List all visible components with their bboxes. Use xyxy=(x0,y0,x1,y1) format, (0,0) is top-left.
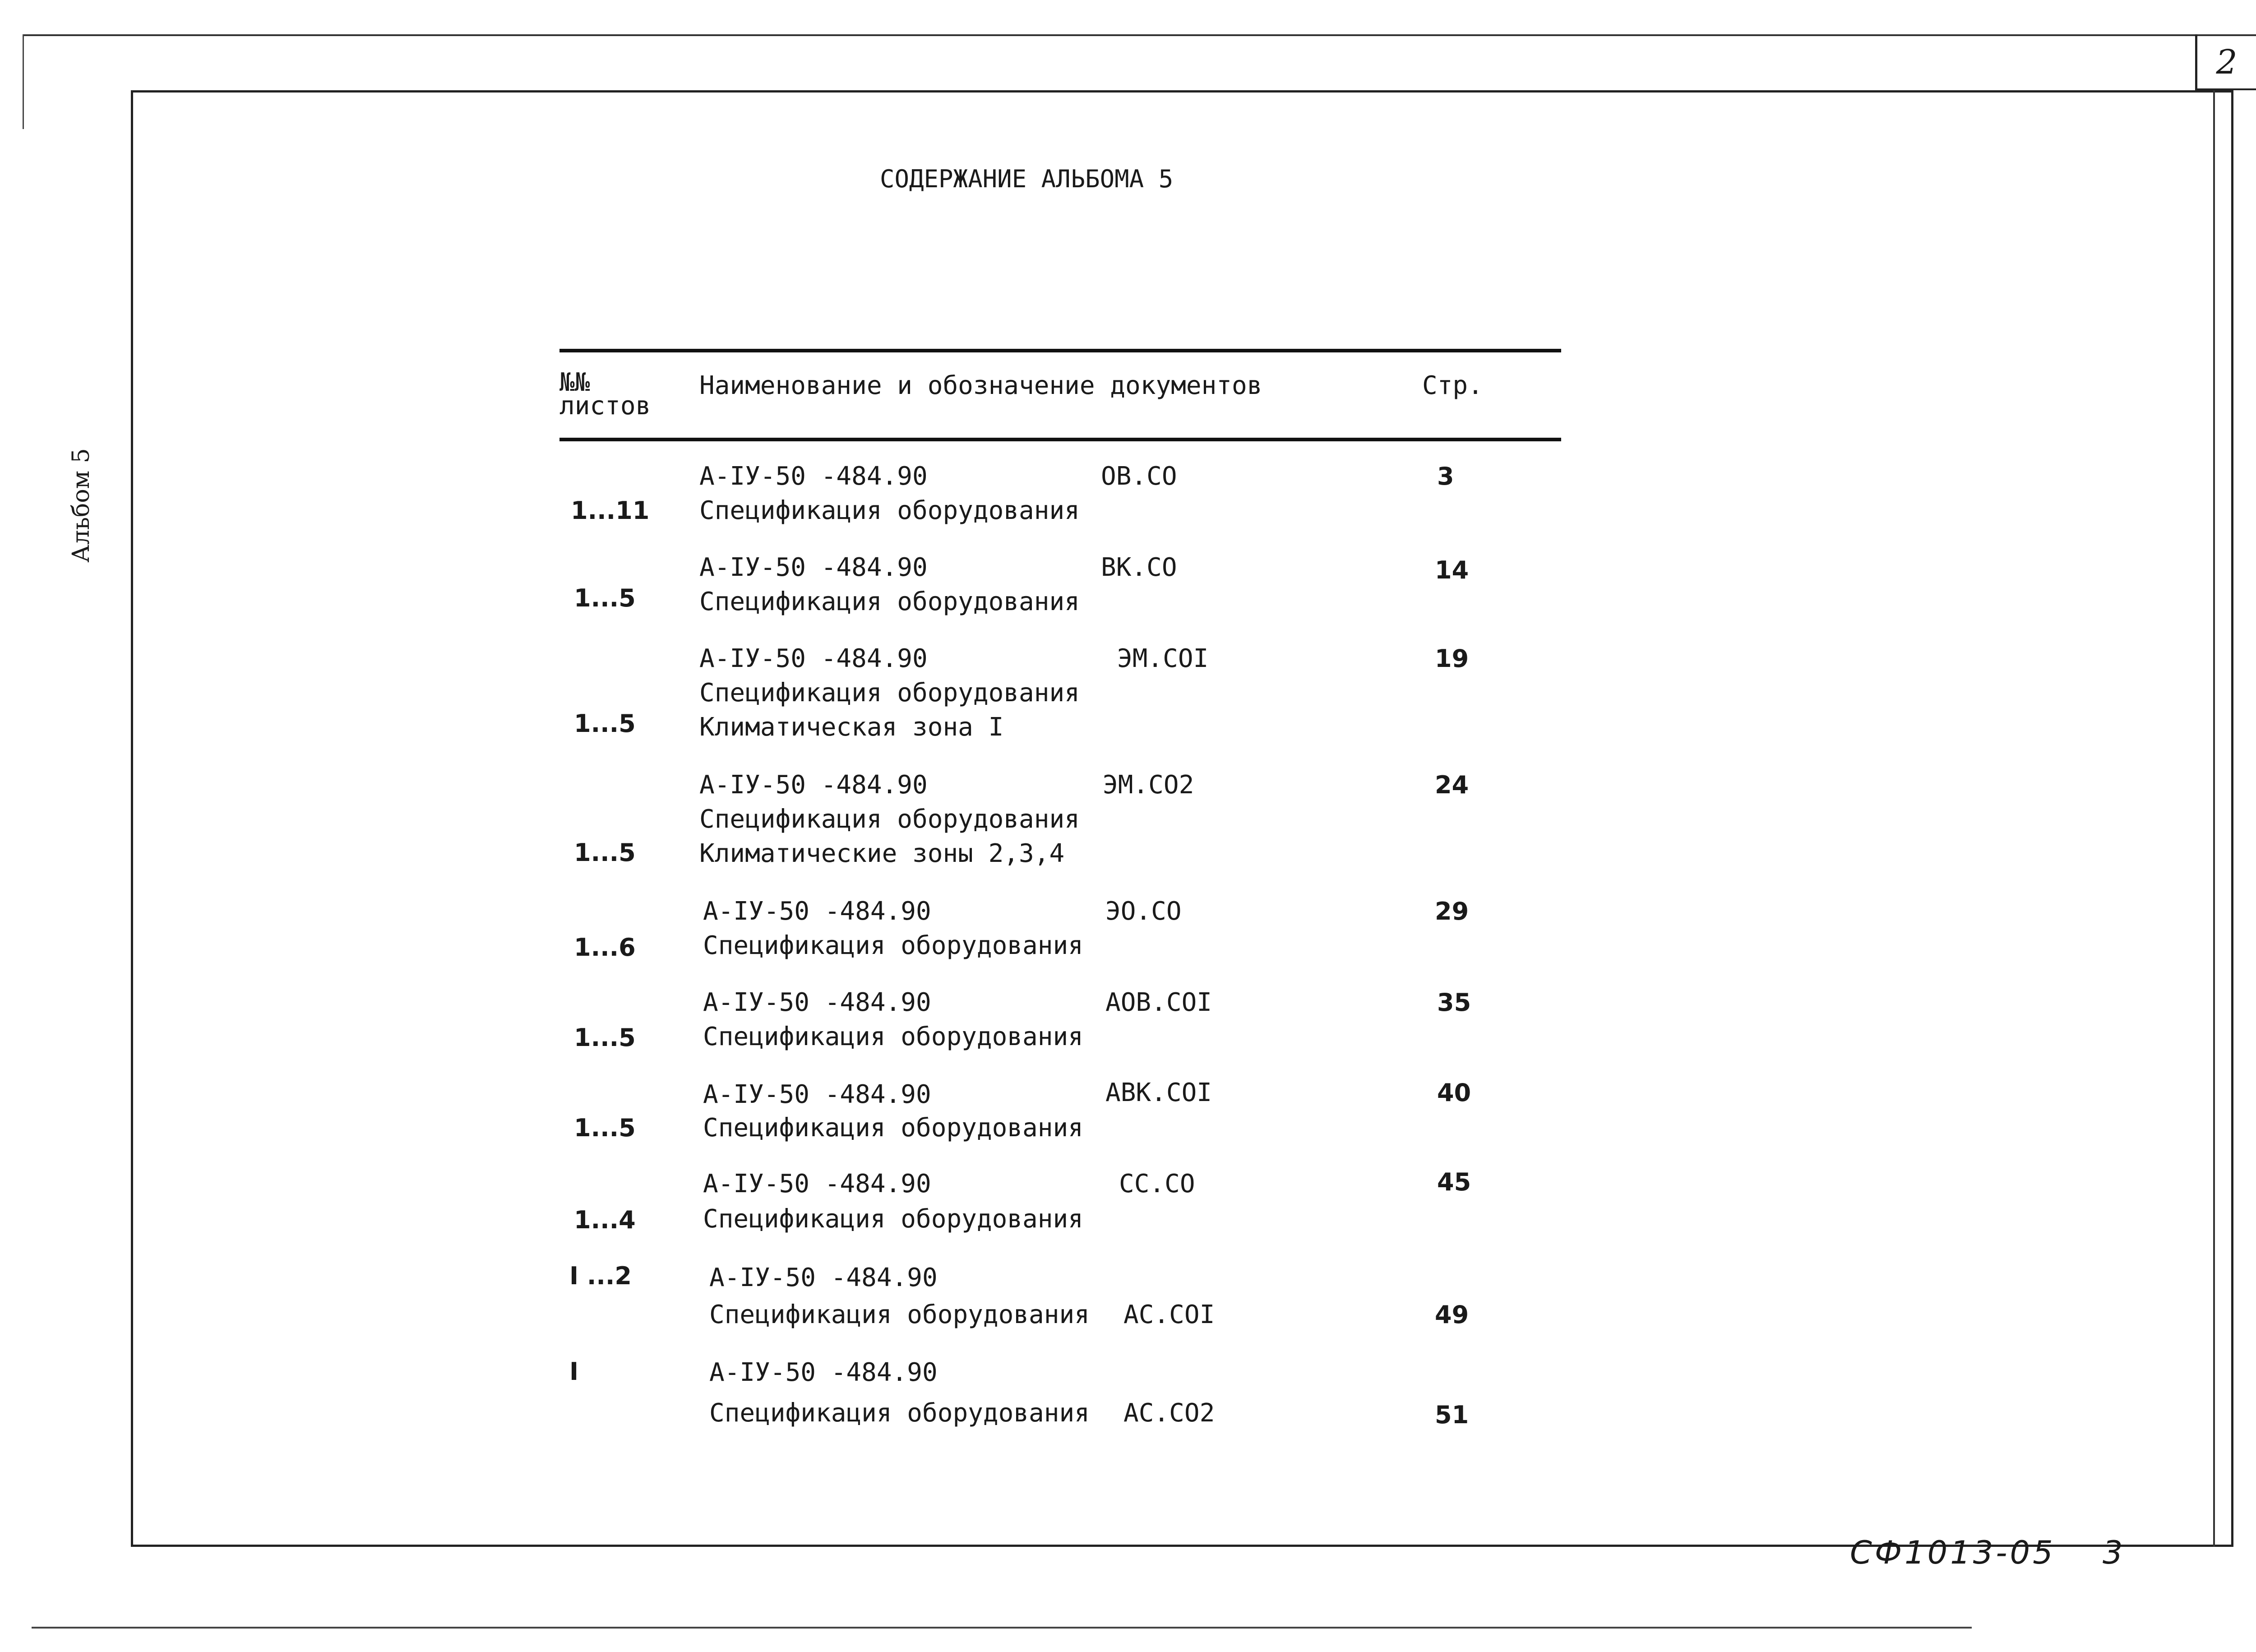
row-name-line: Спецификация оборудования xyxy=(699,587,1080,616)
row-page: 45 xyxy=(1437,1168,1471,1196)
row-code: А-IУ-50 -484.90 xyxy=(703,897,931,926)
row-name-line: Спецификация оборудования xyxy=(709,1398,1090,1428)
row-code: А-IУ-50 -484.90 xyxy=(703,1080,931,1109)
row-code: А-IУ-50 -484.90 xyxy=(709,1263,938,1292)
row-sheets: I ...2 xyxy=(569,1262,632,1290)
row-mark: СС.СО xyxy=(1119,1169,1195,1199)
row-name-line: Спецификация оборудования xyxy=(703,1204,1083,1234)
row-page: 40 xyxy=(1437,1078,1471,1107)
row-code: А-IУ-50 -484.90 xyxy=(699,462,928,491)
sheet-edge-top xyxy=(23,34,2256,36)
row-name-line: Спецификация оборудования xyxy=(699,805,1080,834)
row-name-line: Климатическая зона I xyxy=(699,713,1004,742)
row-sheets: 1...5 xyxy=(574,584,636,612)
header-sheets-line2: листов xyxy=(559,391,651,421)
row-code: А-IУ-50 -484.90 xyxy=(709,1358,938,1387)
row-sheets: 1...5 xyxy=(574,1023,636,1052)
header-sheets-line1: №№ xyxy=(559,368,590,397)
row-name-line: Климатические зоны 2,3,4 xyxy=(699,839,1065,868)
row-code: А-IУ-50 -484.90 xyxy=(699,770,928,800)
header-page: Стр. xyxy=(1422,371,1483,400)
row-sheets: 1...11 xyxy=(571,496,650,525)
document-code-stamp: СФ1013-05 xyxy=(1850,1534,2056,1571)
row-sheets: 1...5 xyxy=(574,838,636,867)
row-mark: ЭМ.СО2 xyxy=(1103,770,1194,800)
row-page: 24 xyxy=(1435,771,1469,799)
row-code: А-IУ-50 -484.90 xyxy=(699,553,928,582)
row-mark: ЭО.СО xyxy=(1105,897,1182,926)
row-sheets: I xyxy=(569,1357,579,1386)
page-title: СОДЕРЖАНИЕ АЛЬБОМА 5 xyxy=(880,165,1174,193)
table-top-rule xyxy=(559,349,1561,352)
row-page: 14 xyxy=(1435,556,1469,584)
stamp-page-number: 3 xyxy=(2103,1534,2123,1571)
row-mark: ВК.СО xyxy=(1101,553,1177,582)
header-name: Наименование и обозначение документов xyxy=(699,371,1262,400)
header-sheets xyxy=(559,368,651,421)
sheet-edge-left xyxy=(23,34,24,129)
table-header-rule xyxy=(559,438,1561,441)
row-mark: АОВ.СОI xyxy=(1105,988,1212,1017)
row-name-line: Спецификация оборудования xyxy=(703,931,1083,960)
row-name-line: Спецификация оборудования xyxy=(703,1113,1083,1143)
row-page: 51 xyxy=(1435,1401,1469,1429)
row-code: А-IУ-50 -484.90 xyxy=(699,644,928,673)
album-side-label: Альбом 5 xyxy=(68,448,95,563)
row-code: А-IУ-50 -484.90 xyxy=(703,1169,931,1199)
row-name-line: Спецификация оборудования xyxy=(699,496,1080,525)
row-name-line: Спецификация оборудования xyxy=(699,678,1080,708)
row-sheets: 1...4 xyxy=(574,1206,636,1234)
row-mark: АВК.СОI xyxy=(1105,1078,1212,1107)
row-sheets: 1...6 xyxy=(574,933,636,962)
row-code: А-IУ-50 -484.90 xyxy=(703,988,931,1017)
row-page: 19 xyxy=(1435,644,1469,673)
row-mark: ЭМ.СОI xyxy=(1117,644,1209,673)
frame-right-line xyxy=(2213,90,2215,1547)
row-page: 35 xyxy=(1437,988,1471,1017)
row-page: 29 xyxy=(1435,897,1469,925)
row-name-line: Спецификация оборудования xyxy=(709,1300,1090,1329)
row-mark: АС.СО2 xyxy=(1123,1398,1215,1428)
row-mark: АС.СОI xyxy=(1123,1300,1215,1329)
row-page: 49 xyxy=(1435,1300,1469,1329)
row-page: 3 xyxy=(1437,462,1454,491)
row-name-line: Спецификация оборудования xyxy=(703,1022,1083,1051)
row-sheets: 1...5 xyxy=(574,1114,636,1142)
sheet-number-box: 2 xyxy=(2195,34,2256,90)
bottom-trim-line xyxy=(32,1627,1972,1629)
row-sheets: 1...5 xyxy=(574,709,636,738)
row-mark: ОВ.СО xyxy=(1101,462,1177,491)
